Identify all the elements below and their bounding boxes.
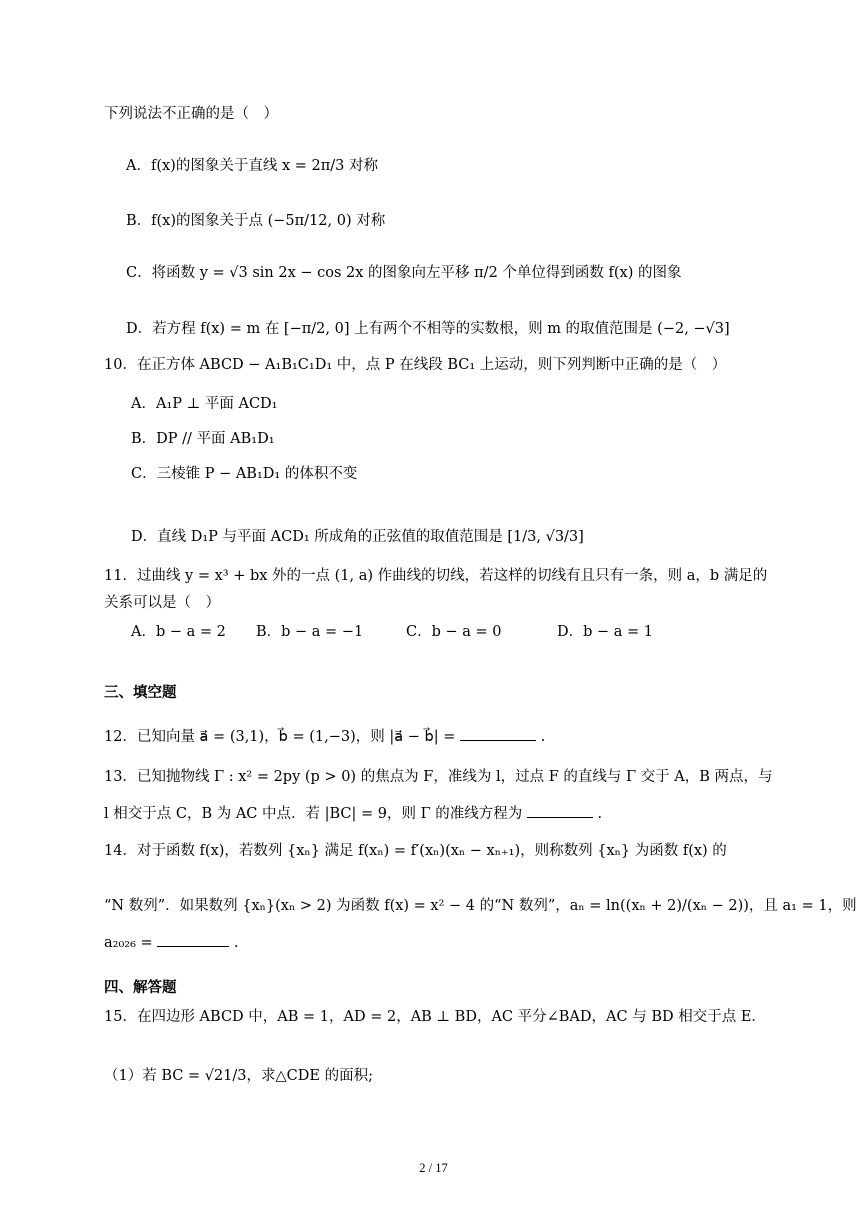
section-solution-heading: 四、解答题	[104, 980, 177, 996]
q11-stem-line2: 关系可以是（ ）	[104, 595, 220, 611]
page-number: 2 / 17	[419, 1161, 448, 1175]
q12-answer-blank	[460, 726, 536, 741]
q11-option-c: C．b − a = 0	[406, 624, 502, 640]
q14-line2: “N 数列”．如果数列 {xₙ}(xₙ > 2) 为函数 f(x) = x² − 4 的“N 数列”，aₙ = ln((xₙ + 2)/(xₙ − 2))，且 a₁ = 1，则	[104, 898, 857, 914]
q13-period: .	[597, 806, 603, 822]
q12-text: 12．已知向量 a⃗ = (3,1)，b⃗ = (1,−3)，则 |a⃗ − b⃗| =	[104, 729, 456, 745]
q14-answer-blank	[157, 932, 229, 947]
q14-text: a₂₀₂₆ =	[104, 935, 153, 951]
q13-line1: 13．已知抛物线 Γ : x² = 2py (p > 0) 的焦点为 F，准线为 l，过点 F 的直线与 Γ 交于 A，B 两点，与	[104, 769, 773, 785]
q10-option-a: A．A₁P ⊥ 平面 ACD₁	[131, 396, 278, 412]
q9-option-d: D．若方程 f(x) = m 在 [−π/2, 0] 上有两个不相等的实数根，则 m 的取值范围是 (−2, −√3]	[126, 321, 730, 337]
q14-period: .	[233, 935, 239, 951]
q11-option-b: B．b − a = −1	[256, 624, 364, 640]
q10-option-b: B．DP // 平面 AB₁D₁	[131, 431, 275, 447]
q13-text: l 相交于点 C，B 为 AC 中点．若 |BC| = 9，则 Γ 的准线方程为	[104, 806, 523, 822]
q9-option-c: C．将函数 y = √3 sin 2x − cos 2x 的图象向左平移 π/2 个单位得到函数 f(x) 的图象	[126, 265, 682, 281]
q9-stem: 下列说法不正确的是（ ）	[104, 106, 278, 122]
q10-option-d: D．直线 D₁P 与平面 ACD₁ 所成角的正弦值的取值范围是 [1/3, √3/3]	[131, 529, 584, 545]
q12-line	[104, 726, 545, 747]
q12-period: .	[540, 729, 546, 745]
q13-line2	[104, 803, 602, 824]
q11-option-d: D．b − a = 1	[557, 624, 654, 640]
q13-answer-blank	[527, 803, 593, 818]
q9-option-b: B．f(x)的图象关于点 (−5π/12, 0) 对称	[126, 213, 386, 229]
q10-stem: 10．在正方体 ABCD − A₁B₁C₁D₁ 中，点 P 在线段 BC₁ 上运动，则下列判断中正确的是（ ）	[104, 357, 727, 373]
q9-option-a: A．f(x)的图象关于直线 x = 2π/3 对称	[126, 158, 378, 174]
q10-option-c: C．三棱锥 P − AB₁D₁ 的体积不变	[131, 466, 358, 482]
q15-stem: 15．在四边形 ABCD 中，AB = 1，AD = 2，AB ⊥ BD，AC 平分∠BAD，AC 与 BD 相交于点 E．	[104, 1009, 766, 1025]
q14-line3	[104, 932, 238, 953]
section-fill-in-heading: 三、填空题	[104, 685, 177, 701]
q11-stem-line1: 11．过曲线 y = x³ + bx 外的一点 (1, a) 作曲线的切线，若这样的切线有且只有一条，则 a，b 满足的	[104, 568, 768, 584]
q15-part1: （1）若 BC = √21/3，求△CDE 的面积;	[104, 1068, 373, 1084]
q14-line1: 14．对于函数 f(x)，若数列 {xₙ} 满足 f(xₙ) = f′(xₙ)(xₙ − xₙ₊₁)，则称数列 {xₙ} 为函数 f(x) 的	[104, 843, 727, 859]
q11-option-a: A．b − a = 2	[131, 624, 226, 640]
